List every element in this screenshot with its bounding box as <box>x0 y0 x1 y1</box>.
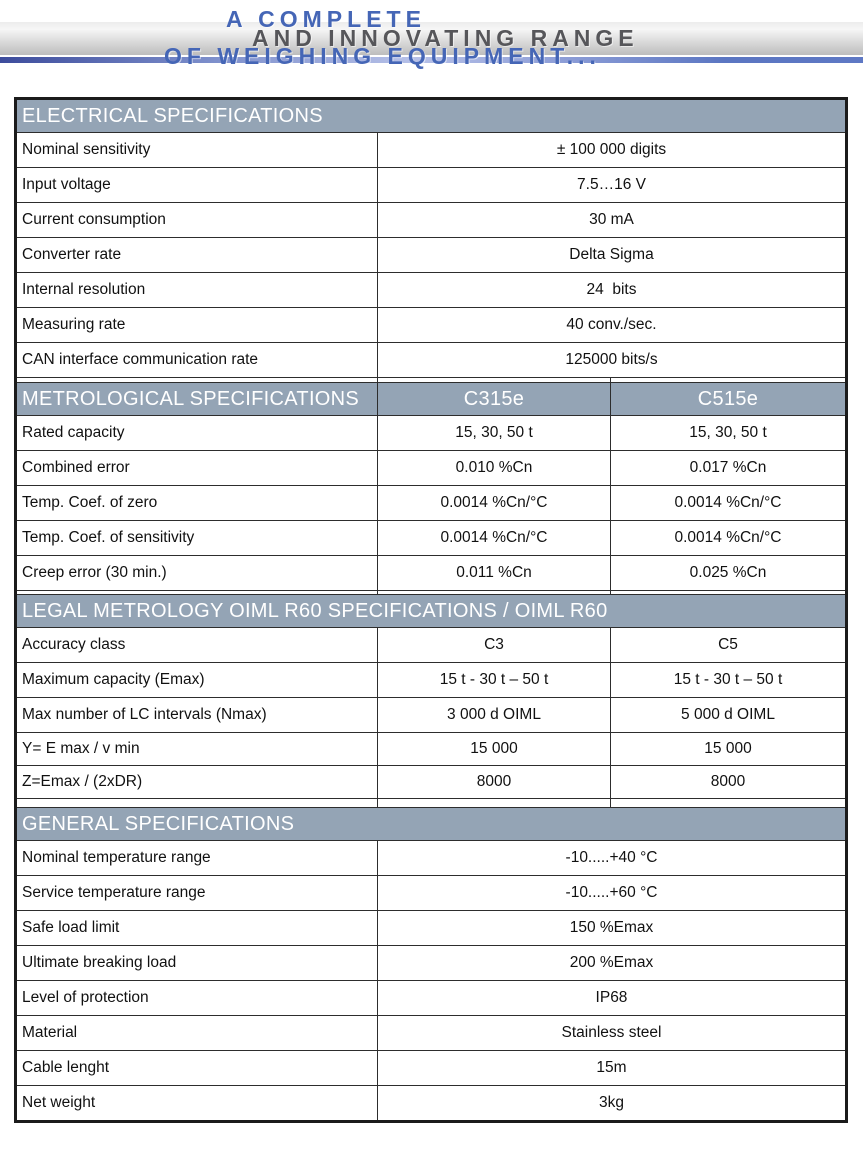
spec-value: 15 t - 30 t – 50 t <box>610 663 845 697</box>
spec-value: 3kg <box>377 1086 845 1120</box>
table-row <box>17 627 845 662</box>
spec-value: 40 conv./sec. <box>377 308 845 342</box>
table-row <box>17 910 845 945</box>
spec-value: 0.025 %Cn <box>610 556 845 590</box>
spec-value: 15 t - 30 t – 50 t <box>377 663 610 697</box>
table-row <box>17 1085 845 1120</box>
spec-value: 8000 <box>610 766 845 798</box>
section-title: LEGAL METROLOGY OIML R60 SPECIFICATIONS / OIML R60 <box>17 595 845 627</box>
spec-value: Delta Sigma <box>377 238 845 272</box>
gap-cell <box>17 799 377 807</box>
table-row <box>17 307 845 342</box>
spec-value: 15 000 <box>610 733 845 765</box>
table-row <box>17 1050 845 1085</box>
spec-label: Z=Emax / (2xDR) <box>22 773 143 790</box>
table-row <box>17 765 845 798</box>
spec-value: 24 bits <box>377 273 845 307</box>
spec-value: 200 %Emax <box>377 946 845 980</box>
gap-cell <box>17 591 377 594</box>
banner-title-line2: AND INNOVATING RANGE <box>252 25 639 51</box>
table-row <box>17 132 845 167</box>
spec-value: 0.0014 %Cn/°C <box>377 486 610 520</box>
gap-cell <box>610 591 845 594</box>
table-row <box>17 980 845 1015</box>
gap-cell <box>610 799 845 807</box>
spec-table <box>14 97 848 1123</box>
section-title: ELECTRICAL SPECIFICATIONS <box>17 100 845 132</box>
section-header-legal-metrology <box>17 594 845 627</box>
gap-cell <box>17 378 377 382</box>
section-header-general <box>17 807 845 840</box>
section-title: GENERAL SPECIFICATIONS <box>17 808 845 840</box>
spec-label: Temp. Coef. of sensitivity <box>22 529 195 546</box>
spec-label: Creep error (30 min.) <box>22 564 167 581</box>
spec-value: 5 000 d OIML <box>610 698 845 732</box>
gap-cell <box>610 378 845 382</box>
table-row <box>17 450 845 485</box>
section-header-electrical <box>17 100 845 132</box>
spec-value: 15, 30, 50 t <box>610 416 845 450</box>
spec-value: 0.017 %Cn <box>610 451 845 485</box>
spec-value: Stainless steel <box>377 1016 845 1050</box>
spec-value: -10.....+60 °C <box>377 876 845 910</box>
spec-label: Rated capacity <box>22 424 125 441</box>
table-row <box>17 945 845 980</box>
spec-label: CAN interface communication rate <box>22 351 259 368</box>
spec-value: -10.....+40 °C <box>377 841 845 875</box>
gap-cell <box>377 591 610 594</box>
spec-value: C3 <box>377 628 610 662</box>
spec-value: 7.5…16 V <box>377 168 845 202</box>
spec-value: 0.010 %Cn <box>377 451 610 485</box>
section-gap <box>17 798 845 807</box>
spec-label: Input voltage <box>22 176 111 193</box>
spec-label: Current consumption <box>22 211 166 228</box>
spec-value: 15m <box>377 1051 845 1085</box>
spec-label: Cable lenght <box>22 1059 110 1076</box>
table-row <box>17 732 845 765</box>
spec-value: 0.0014 %Cn/°C <box>610 486 845 520</box>
banner-title-line1: A COMPLETE <box>226 6 426 32</box>
section-gap <box>17 377 845 382</box>
spec-label: Ultimate breaking load <box>22 954 177 971</box>
spec-label: Max number of LC intervals (Nmax) <box>22 706 267 723</box>
spec-label: Nominal sensitivity <box>22 141 151 158</box>
spec-value: 30 mA <box>377 203 845 237</box>
banner <box>0 0 863 97</box>
spec-value: IP68 <box>377 981 845 1015</box>
gap-cell <box>377 378 610 382</box>
spec-value: 125000 bits/s <box>377 343 845 377</box>
spec-value: 0.0014 %Cn/°C <box>377 521 610 555</box>
gap-cell <box>377 799 610 807</box>
table-row <box>17 272 845 307</box>
table-row <box>17 875 845 910</box>
table-row <box>17 697 845 732</box>
spec-label: Converter rate <box>22 246 122 263</box>
table-row <box>17 840 845 875</box>
spec-label: Temp. Coef. of zero <box>22 494 158 511</box>
table-row <box>17 1015 845 1050</box>
spec-value: 8000 <box>377 766 610 798</box>
table-row <box>17 520 845 555</box>
spec-value: 3 000 d OIML <box>377 698 610 732</box>
spec-label: Measuring rate <box>22 316 126 333</box>
spec-label: Accuracy class <box>22 636 126 653</box>
table-row <box>17 237 845 272</box>
spec-label: Nominal temperature range <box>22 849 211 866</box>
spec-value: 15 000 <box>377 733 610 765</box>
section-title: METROLOGICAL SPECIFICATIONS <box>17 383 377 415</box>
spec-value: ± 100 000 digits <box>377 133 845 167</box>
spec-value: 0.011 %Cn <box>377 556 610 590</box>
section-header-metrological <box>17 382 845 415</box>
spec-label: Maximum capacity (Emax) <box>22 671 205 688</box>
spec-value: 15, 30, 50 t <box>377 416 610 450</box>
spec-value: C5 <box>610 628 845 662</box>
spec-label: Combined error <box>22 459 130 476</box>
table-row <box>17 202 845 237</box>
table-row <box>17 415 845 450</box>
spec-label: Level of protection <box>22 989 149 1006</box>
table-row <box>17 555 845 590</box>
table-row <box>17 485 845 520</box>
spec-label: Y= E max / v min <box>22 740 140 757</box>
banner-title-line3: OF WEIGHING EQUIPMENT... <box>164 43 601 69</box>
spec-label: Net weight <box>22 1094 96 1111</box>
spec-value: 150 %Emax <box>377 911 845 945</box>
table-row <box>17 662 845 697</box>
spec-label: Service temperature range <box>22 884 206 901</box>
spec-label: Internal resolution <box>22 281 146 298</box>
spec-value: 0.0014 %Cn/°C <box>610 521 845 555</box>
spec-label: Safe load limit <box>22 919 120 936</box>
column-header: C515e <box>610 383 845 415</box>
spec-label: Material <box>22 1024 78 1041</box>
table-row <box>17 167 845 202</box>
table-row <box>17 342 845 377</box>
section-gap <box>17 590 845 594</box>
column-header: C315e <box>377 383 610 415</box>
